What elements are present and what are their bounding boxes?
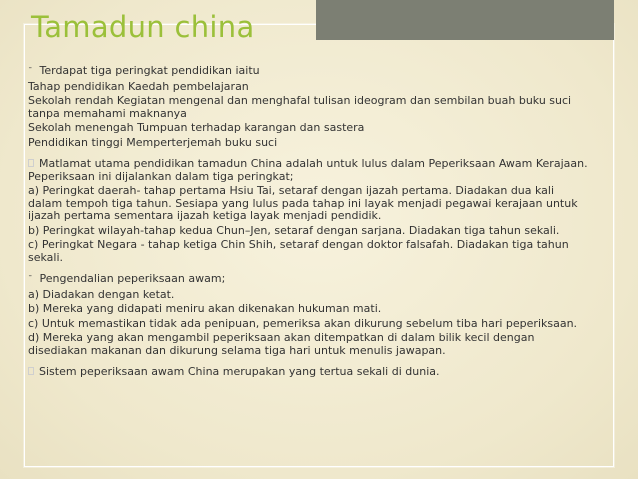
bullet-box-icon bbox=[28, 159, 34, 167]
section1-line: Pendidikan tinggi Memperterjemah buku suci bbox=[28, 135, 278, 149]
bullet-icon: ¯ bbox=[28, 67, 33, 77]
section2-line: a) Peringkat daerah- tahap pertama Hsiu Tai, setaraf dengan ijazah pertama. Diadakan dua kali dalam tempoh tiga tahun. Sesiapa yang lulus pada tahap ini layak menjadi pegawai kerajaan untuk ijazah pertama sementara ijazah ketiga layak menjadi pendidik. bbox=[28, 184, 578, 222]
section3-lead bbox=[28, 273, 588, 286]
bullet-icon: ¯ bbox=[28, 275, 33, 285]
bullet-box-icon bbox=[28, 367, 34, 375]
section2-line: c) Peringkat Negara - tahap ketiga Chin Shih, setaraf dengan doktor falsafah. Diadakan tiga tahun sekali. bbox=[28, 238, 569, 264]
section2-line: b) Peringkat wilayah-tahap kedua Chun–Jen, setaraf dengan sarjana. Diadakan tiga tahun sekali. bbox=[28, 223, 560, 237]
section1-line: Sekolah menengah Tumpuan terhadap karangan dan sastera bbox=[28, 121, 365, 135]
slide-title: Tamadun china bbox=[31, 10, 255, 44]
section1-line: Tahap pendidikan Kaedah pembelajaran bbox=[28, 79, 249, 93]
section3-line: a) Diadakan dengan ketat. bbox=[28, 287, 175, 301]
section2-lead-text: Matlamat utama pendidikan tamadun China adalah untuk lulus dalam Peperiksaan Awam Kerajaan. Peperiksaan ini dijalankan dalam tiga peringkat; bbox=[28, 157, 588, 183]
section2-lead bbox=[28, 158, 588, 183]
section3-line: c) Untuk memastikan tidak ada penipuan, pemeriksa akan dikurung sebelum tiba hari peperiksaan. bbox=[28, 316, 578, 330]
section3-lead-text: Pengendalian peperiksaan awam; bbox=[39, 272, 226, 285]
section1-lead-text: Terdapat tiga peringkat pendidikan iaitu bbox=[39, 64, 260, 77]
section1-line: Sekolah rendah Kegiatan mengenal dan menghafal tulisan ideogram dan sembilan buah buku suci tanpa memahami maknanya bbox=[28, 94, 572, 120]
slide-body bbox=[28, 65, 588, 381]
section3-line: d) Mereka yang akan mengambil peperiksaan akan ditempatkan di dalam bilik kecil dengan disediakan makanan dan dikurung selama tiga hari untuk menulis jawapan. bbox=[28, 331, 535, 357]
section4-lead bbox=[28, 366, 588, 378]
title-accent-block bbox=[316, 0, 614, 40]
section1-lead bbox=[28, 65, 588, 78]
section4-lead-text: Sistem peperiksaan awam China merupakan yang tertua sekali di dunia. bbox=[39, 365, 440, 379]
section3-line: b) Mereka yang didapati meniru akan dikenakan hukuman mati. bbox=[28, 302, 382, 316]
